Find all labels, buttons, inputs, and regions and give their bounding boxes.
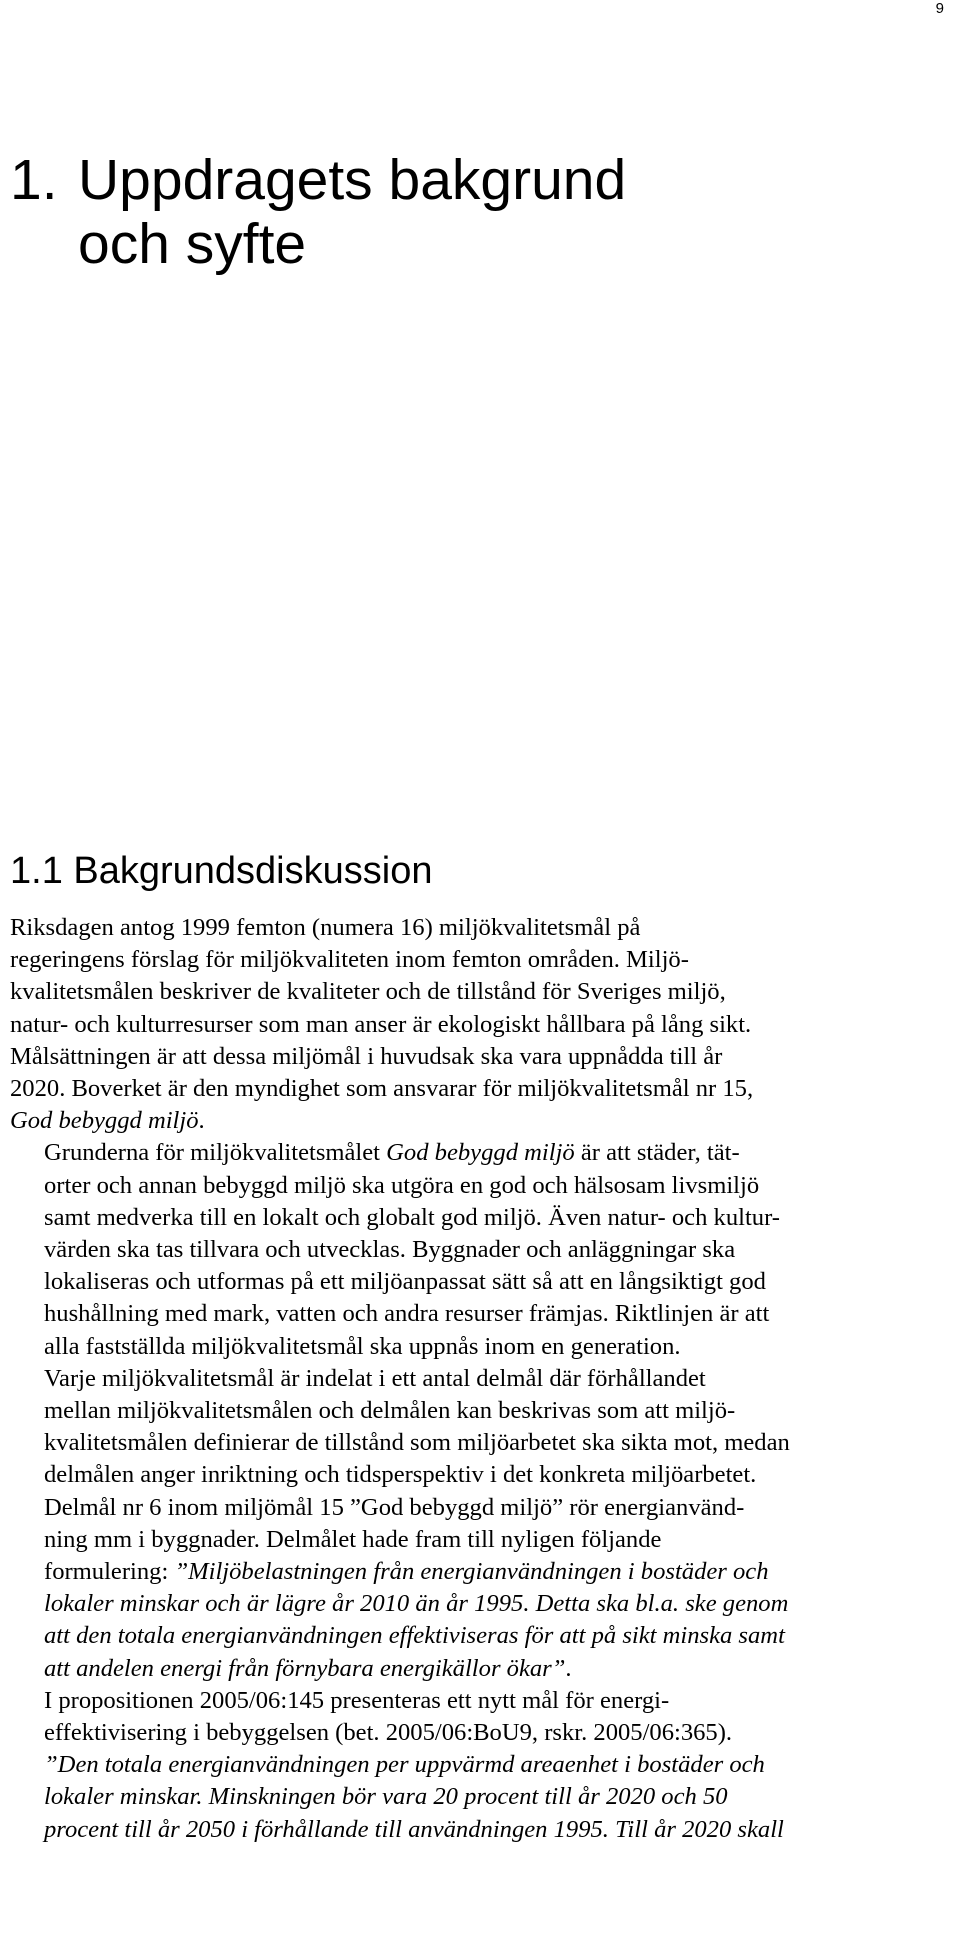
text-line: 2020. Boverket är den myndighet som ansvarar för miljökvalitetsmål nr 15, — [10, 1075, 754, 1103]
paragraph-1 — [10, 912, 918, 1137]
section-title: 1.1 Bakgrundsdiskussion — [10, 850, 433, 892]
italic-text: lokaler minskar. Minskningen bör vara 20 procent till år 2020 och 50 — [44, 1783, 728, 1811]
paragraph-2 — [10, 1137, 918, 1362]
text-line: natur- och kulturresurser som man anser är ekologiskt hållbara på lång sikt. — [10, 1010, 752, 1038]
text-line: kvalitetsmålen definierar de tillstånd som miljöarbetet ska sikta mot, medan — [44, 1429, 790, 1457]
text-line: samt medverka till en lokalt och globalt god miljö. Även natur- och kultur- — [44, 1203, 780, 1231]
text-fragment: formulering: — [44, 1558, 175, 1586]
text-line: Riksdagen antog 1999 femton (numera 16) miljökvalitetsmål på — [10, 914, 641, 941]
text-line: I propositionen 2005/06:145 presenteras ett nytt mål för energi- — [44, 1686, 670, 1714]
text-line: Delmål nr 6 inom miljömål 15 ”God bebyggd miljö” rör energianvänd- — [44, 1493, 745, 1521]
text-line: hushållning med mark, vatten och andra resurser främjas. Riktlinjen är att — [44, 1300, 770, 1328]
paragraph-5 — [10, 1685, 918, 1846]
text-fragment: är att städer, tät- — [574, 1139, 740, 1167]
text-line — [10, 1620, 918, 1652]
text-line — [10, 1749, 918, 1781]
text-fragment: . — [565, 1654, 572, 1682]
text-line — [10, 1653, 918, 1685]
text-line: delmålen anger inriktning och tidsperspektiv i det konkreta miljöarbetet. — [44, 1461, 757, 1489]
chapter-number: 1. — [10, 148, 58, 212]
text-line: effektivisering i bebyggelsen (bet. 2005/06:BoU9, rskr. 2005/06:365). — [44, 1719, 733, 1747]
text-line: värden ska tas tillvara och utvecklas. Byggnader och anläggningar ska — [44, 1236, 736, 1264]
chapter-title-line2: och syfte — [78, 212, 307, 276]
page-number: 9 — [935, 0, 944, 17]
text-line — [10, 1588, 918, 1620]
text-line — [10, 1137, 918, 1169]
italic-text: att den totala energianvändningen effektiviseras för att på sikt minska samt — [44, 1622, 785, 1650]
chapter-title — [10, 148, 770, 276]
paragraph-4 — [10, 1492, 918, 1685]
italic-text: procent till år 2050 i förhållande till användningen 1995. Till år 2020 skall — [44, 1815, 784, 1843]
text-fragment: Grunderna för miljökvalitetsmålet — [44, 1139, 387, 1167]
text-line — [10, 1105, 918, 1137]
text-line: Varje miljökvalitetsmål är indelat i ett antal delmål där förhållandet — [44, 1364, 706, 1392]
text-line: kvalitetsmålen beskriver de kvaliteter och de tillstånd för Sveriges miljö, — [10, 978, 726, 1006]
italic-text: att andelen energi från förnybara energikällor ökar” — [44, 1654, 566, 1682]
text-line: orter och annan bebyggd miljö ska utgöra en god och hälsosam livsmiljö — [44, 1171, 760, 1199]
text-line: mellan miljökvalitetsmålen och delmålen kan beskrivas som att miljö- — [44, 1397, 736, 1425]
text-line — [10, 1556, 918, 1588]
text-line — [10, 1781, 918, 1813]
italic-text: lokaler minskar och är lägre år 2010 än år 1995. Detta ska bl.a. ske genom — [44, 1590, 789, 1618]
text-line: lokaliseras och utformas på ett miljöanpassat sätt så att en långsiktigt god — [44, 1268, 766, 1296]
text-line: alla fastställda miljökvalitetsmål ska uppnås inom en generation. — [44, 1332, 681, 1360]
italic-text: ”Den totala energianvändningen per uppvärmd areaenhet i bostäder och — [44, 1751, 765, 1779]
italic-text: God bebyggd miljö — [386, 1139, 575, 1167]
text-line: regeringens förslag för miljökvaliteten inom femton områden. Miljö- — [10, 946, 689, 974]
text-line — [10, 1814, 918, 1846]
text-fragment: . — [198, 1107, 205, 1135]
chapter-title-line1: Uppdragets bakgrund — [78, 148, 627, 212]
body-text — [10, 912, 918, 1846]
text-line: ning mm i byggnader. Delmålet hade fram till nyligen följande — [44, 1525, 662, 1553]
italic-text: God bebyggd miljö — [10, 1107, 199, 1135]
paragraph-3 — [10, 1363, 918, 1492]
text-line: Målsättningen är att dessa miljömål i huvudsak ska vara uppnådda till år — [10, 1042, 723, 1070]
italic-text: ”Miljöbelastningen från energianvändningen i bostäder och — [174, 1558, 769, 1586]
